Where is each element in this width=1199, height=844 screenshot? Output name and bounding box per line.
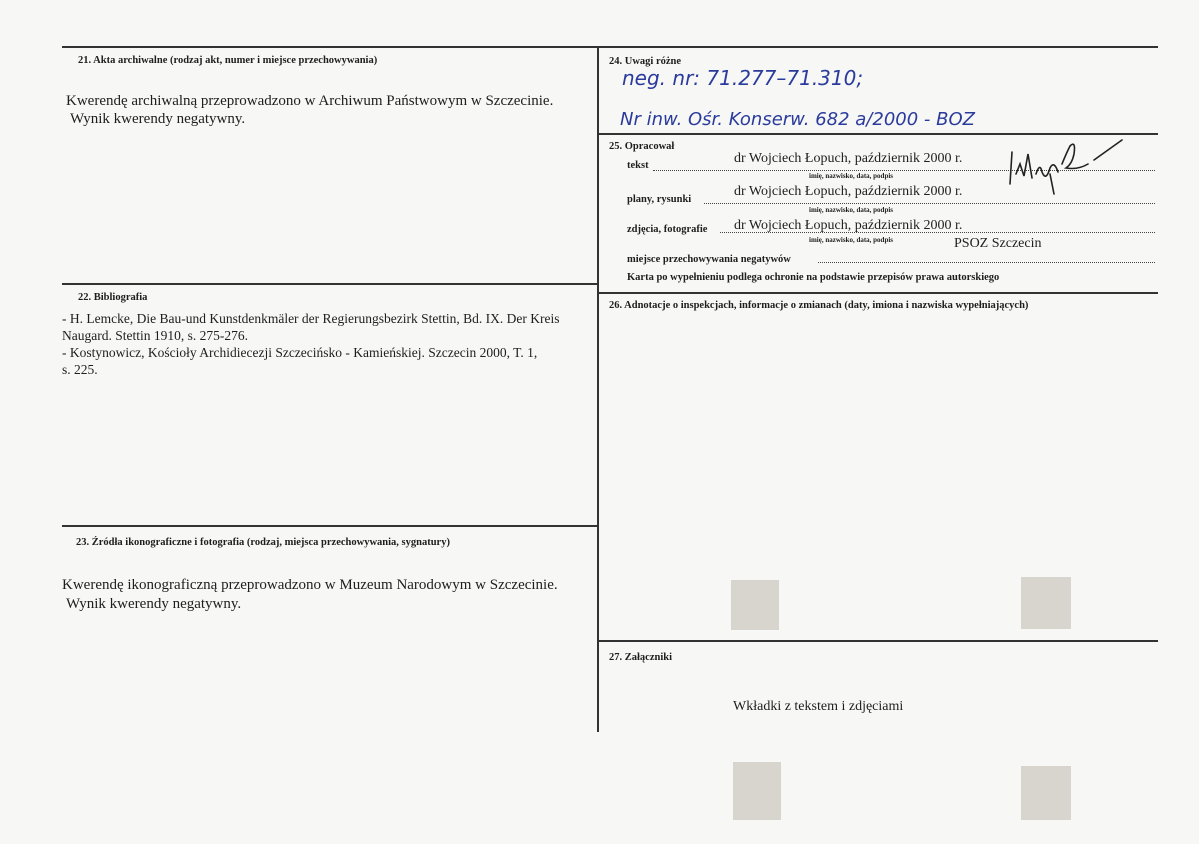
plany-label: plany, rysunki — [627, 194, 692, 205]
bibliography-line1: - H. Lemcke, Die Bau-und Kunstdenkmäler der Regierungsbezirk Stettin, Bd. IX. Der Kreis — [62, 311, 560, 326]
tape-residue — [731, 580, 779, 630]
center-divider — [597, 46, 599, 732]
tape-residue — [1021, 577, 1071, 629]
section-25-header: 25. Opracował — [609, 141, 675, 152]
tekst-label: tekst — [627, 160, 649, 171]
tekst-value: dr Wojciech Łopuch, październik 2000 r. — [734, 151, 963, 166]
zdjecia-caption: imię, nazwisko, data, podpis — [809, 236, 894, 244]
zdjecia-label: zdjęcia, fotografie — [627, 224, 708, 235]
tekst-caption: imię, nazwisko, data, podpis — [809, 172, 894, 180]
divider-22-23 — [62, 525, 598, 527]
bibliography-line4: s. 225. — [62, 362, 98, 377]
signature-icon — [1002, 134, 1132, 196]
zdjecia-value: dr Wojciech Łopuch, październik 2000 r. — [734, 218, 963, 233]
miejsce-dotted-line — [818, 262, 1155, 263]
plany-caption: imię, nazwisko, data, podpis — [809, 206, 894, 214]
handwritten-inventory-number: Nr inw. Ośr. Konserw. 682 a/2000 - BOZ — [620, 109, 975, 130]
section-21-line2: Wynik kwerendy negatywny. — [70, 111, 246, 127]
miejsce-label: miejsce przechowywania negatywów — [627, 254, 791, 265]
top-border — [62, 46, 1158, 48]
bibliography-line3: - Kostynowicz, Kościoły Archidiecezji Szczecińsko - Kamieńskiej. Szczecin 2000, T. 1, — [62, 345, 538, 360]
tape-residue — [733, 762, 781, 820]
handwritten-negative-numbers: neg. nr: 71.277–71.310; — [622, 66, 864, 90]
section-27-header: 27. Załączniki — [609, 652, 673, 663]
section-22-header: 22. Bibliografia — [78, 292, 148, 303]
section-27-value: Wkładki z tekstem i zdjęciami — [733, 699, 904, 714]
divider-25-26 — [598, 292, 1158, 294]
section-21-header: 21. Akta archiwalne (rodzaj akt, numer i miejsce przechowywania) — [78, 55, 378, 66]
miejsce-value: PSOZ Szczecin — [954, 236, 1042, 251]
section-23-line2: Wynik kwerendy negatywny. — [66, 596, 242, 612]
section-23-line1: Kwerendę ikonograficzną przeprowadzono w Muzeum Narodowym w Szczecinie. — [62, 577, 558, 593]
section-23-header: 23. Źródła ikonograficzne i fotografia (rodzaj, miejsca przechowywania, sygnatury) — [76, 537, 450, 548]
section-26-header: 26. Adnotacje o inspekcjach, informacje o zmianach (daty, imiona i nazwiska wypełniających) — [609, 300, 1029, 311]
plany-dotted-line — [704, 203, 1155, 204]
copyright-note: Karta po wypełnieniu podlega ochronie na podstawie przepisów prawa autorskiego — [627, 272, 1000, 283]
bibliography-line2: Naugard. Stettin 1910, s. 275-276. — [62, 328, 248, 343]
section-21-line1: Kwerendę archiwalną przeprowadzono w Archiwum Państwowym w Szczecinie. — [66, 93, 554, 109]
section-24-header: 24. Uwagi różne — [609, 56, 682, 67]
tape-residue — [1021, 766, 1071, 820]
plany-value: dr Wojciech Łopuch, październik 2000 r. — [734, 184, 963, 199]
divider-21-22 — [62, 283, 598, 285]
divider-26-27 — [598, 640, 1158, 642]
